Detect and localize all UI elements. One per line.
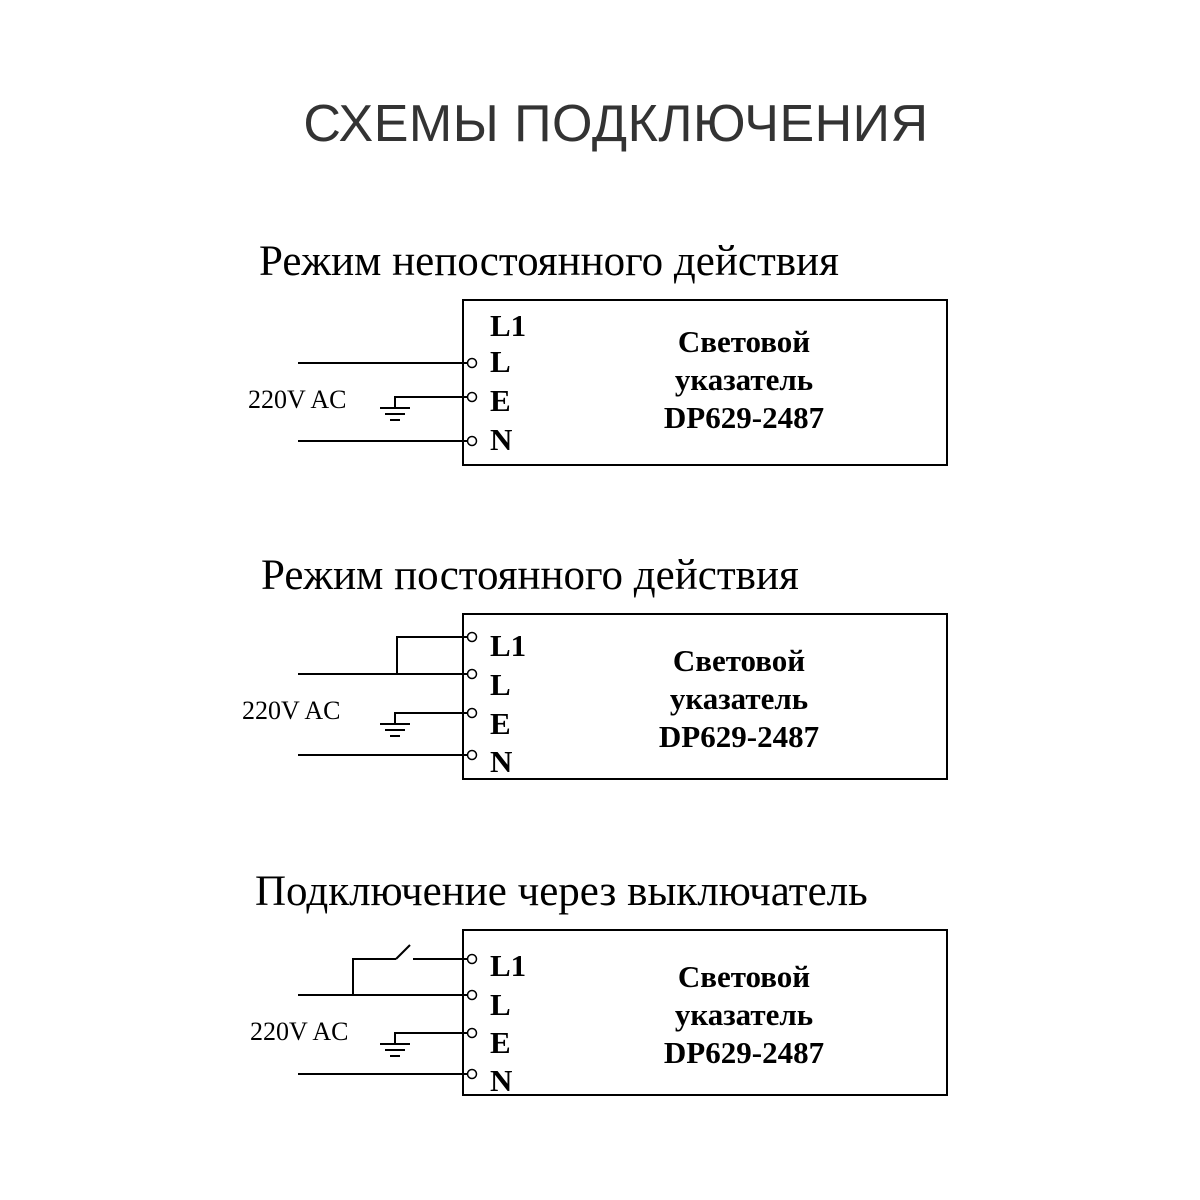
voltage-label: 220V AC: [250, 1017, 349, 1046]
terminal-n: N: [490, 744, 513, 779]
ground-icon: [380, 724, 410, 736]
schema-title: Подключение через выключатель: [255, 868, 868, 915]
switch-icon: [396, 945, 410, 959]
switch-feed: [353, 959, 396, 995]
device-box: [462, 929, 948, 1096]
terminal-l: L: [490, 987, 511, 1022]
ground-icon: [380, 408, 410, 420]
terminal-e: E: [490, 383, 511, 418]
device-name-line-1: Световой: [672, 643, 806, 678]
terminal-n: N: [490, 422, 513, 457]
schema-switched: [0, 870, 1200, 1180]
device-model: DP629-2487: [663, 400, 825, 435]
terminal-e: E: [490, 706, 511, 741]
ground-icon: [380, 1044, 410, 1056]
voltage-label: 220V AC: [248, 385, 347, 414]
wire-e: [395, 1033, 467, 1044]
wire-e: [395, 713, 467, 724]
device-name-line-2: указатель: [669, 681, 809, 716]
device-model: DP629-2487: [658, 719, 820, 754]
bridge-l1-l: [397, 637, 467, 674]
device-name: [599, 642, 879, 756]
schema-title: Режим непостоянного действия: [259, 238, 839, 285]
wire-e: [395, 397, 467, 408]
terminal-e: E: [490, 1025, 511, 1060]
device-name-line-1: Световой: [677, 959, 811, 994]
schema-non-maintained: [0, 240, 1200, 550]
terminal-l: L: [490, 667, 511, 702]
device-model: DP629-2487: [663, 1035, 825, 1070]
terminal-l1: L1: [490, 948, 527, 983]
device-box: [462, 299, 948, 466]
device-name-line-2: указатель: [674, 997, 814, 1032]
terminal-l: L: [490, 344, 511, 379]
page-title: СХЕМЫ ПОДКЛЮЧЕНИЯ: [303, 95, 929, 153]
device-box: [462, 613, 948, 780]
device-name: [604, 323, 884, 437]
device-name-line-1: Световой: [677, 324, 811, 359]
schema-title: Режим постоянного действия: [261, 552, 799, 599]
device-name: [604, 958, 884, 1072]
voltage-label: 220V AC: [242, 696, 341, 725]
terminal-l1: L1: [490, 308, 527, 343]
schema-maintained: [0, 554, 1200, 864]
terminal-n: N: [490, 1063, 513, 1098]
terminal-l1: L1: [490, 628, 527, 663]
device-name-line-2: указатель: [674, 362, 814, 397]
